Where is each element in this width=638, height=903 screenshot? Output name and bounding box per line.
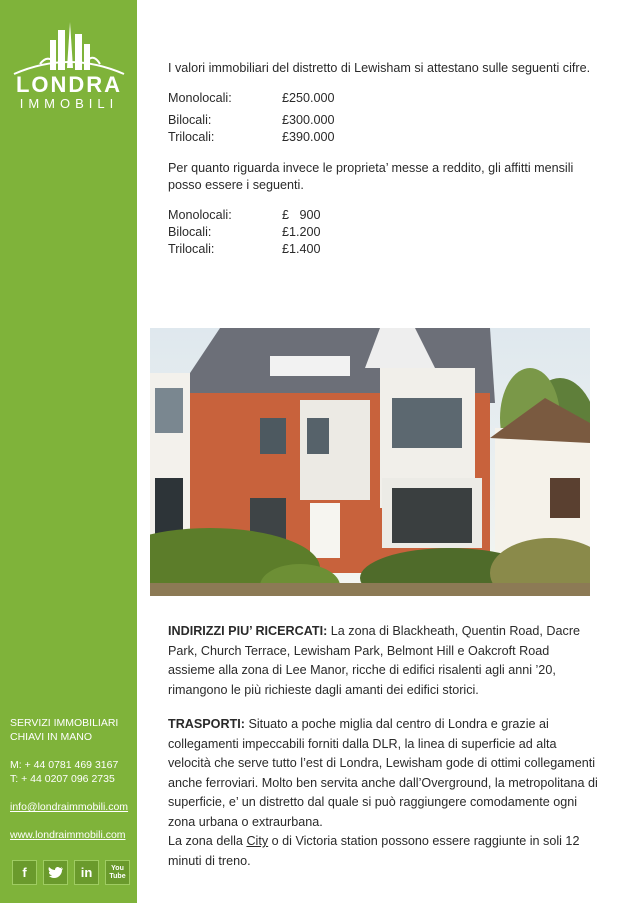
- price-value: £ 900: [282, 208, 321, 222]
- services-line-1: SERVIZI IMMOBILIARI: [10, 717, 119, 729]
- sidebar: [0, 0, 137, 903]
- price-section: [168, 60, 598, 258]
- facebook-icon[interactable]: f: [12, 860, 37, 885]
- price-label: Bilocali:: [168, 225, 212, 239]
- sale-price-row: [168, 129, 598, 146]
- youtube-icon[interactable]: You Tube: [105, 860, 130, 885]
- house-photo: [150, 328, 590, 596]
- brand-subtitle: IMMOBILI: [19, 96, 119, 111]
- transport-section: [168, 715, 598, 871]
- price-value: £1.200: [282, 225, 321, 239]
- sale-price-row: [168, 112, 598, 129]
- addresses-section: [168, 622, 598, 700]
- city-link[interactable]: City: [246, 834, 269, 848]
- price-value: £390.000: [282, 130, 335, 144]
- rent-price-row: [168, 224, 598, 241]
- price-label: Bilocali:: [168, 113, 212, 127]
- transport-text-2a: La zona della: [168, 834, 247, 848]
- twitter-icon[interactable]: [43, 860, 68, 885]
- twitter-bird-icon: [48, 866, 64, 880]
- brand-name: LONDRA: [15, 72, 123, 97]
- addresses-heading: INDIRIZZI PIU’ RICERCATI:: [168, 624, 328, 638]
- price-value: £250.000: [282, 91, 335, 105]
- website-link[interactable]: www.londraimmobili.com: [10, 829, 126, 841]
- transport-text-2b: o di Victoria station possono essere raggiunte in soli 12 minuti di treno.: [168, 834, 580, 868]
- mobile-number: M: + 44 0781 469 3167: [10, 759, 119, 771]
- price-value: £1.400: [282, 242, 321, 256]
- price-value: £300.000: [282, 113, 335, 127]
- price-label: Monolocali:: [168, 91, 232, 105]
- rent-intro-text: Per quanto riguarda invece le proprieta’ messe a reddito, gli affitti mensili posso essere i seguenti.: [168, 161, 574, 192]
- services-line-2: CHIAVI IN MANO: [10, 731, 93, 743]
- brand-logo[interactable]: [10, 20, 128, 115]
- social-links: [12, 860, 130, 885]
- price-label: Trilocali:: [168, 130, 215, 144]
- price-label: Monolocali:: [168, 208, 232, 222]
- intro-text: I valori immobiliari del distretto di Lewisham si attestano sulle seguenti cifre.: [168, 61, 591, 75]
- transport-heading: TRASPORTI:: [168, 717, 245, 731]
- rent-price-row: [168, 207, 598, 224]
- rent-price-row: [168, 241, 598, 258]
- sale-price-row: [168, 90, 598, 107]
- contact-info: [10, 716, 132, 842]
- transport-text: Situato a poche miglia dal centro di Londra e grazie ai collegamenti impeccabili forniti dalla DLR, la linea di superficie ad alta velocità che serve tutto l’est di Londra, Lewisham gode di ottimi collegamenti anche ferroviari. Molto ben servita anche dall’Overground, la metropolitana di superficie, e’ un distretto dal quale si può raggiungere comodamente ogni zona urbana o extraurbana.: [168, 717, 598, 829]
- addresses-text: La zona di Blackheath, Quentin Road, Dacre Park, Church Terrace, Lewisham Park, Belmont Hill e Oakcroft Road assieme alla zona di Lee Manor, ricche di edifici risalenti agli anni ’20, rimangono le più richieste dagli amanti dei edifici storici.: [168, 624, 581, 697]
- price-label: Trilocali:: [168, 242, 215, 256]
- skyline-logo-icon: [10, 20, 128, 76]
- linkedin-icon[interactable]: in: [74, 860, 99, 885]
- phone-number: T: + 44 0207 096 2735: [10, 773, 115, 785]
- email-link[interactable]: info@londraimmobili.com: [10, 801, 129, 813]
